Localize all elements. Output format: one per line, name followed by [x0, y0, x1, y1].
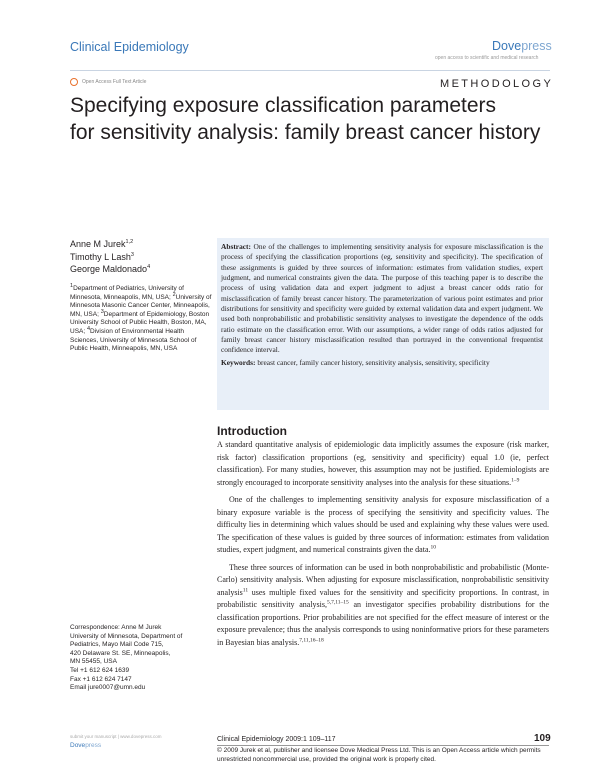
- author-sup: 4: [147, 264, 151, 270]
- paragraph-text: These three sources of information can be used in both nonprobabilistic and probabilistic (Monte-Carlo) sensitivity analysis. When adjusting for exposure misclassification, nonprobabilistic sensitivity analysis: [217, 562, 549, 597]
- correspondence-line: Fax +1 612 624 7147: [70, 675, 132, 683]
- open-access-icon: [70, 78, 78, 86]
- keywords-text: breast cancer, family cancer history, sensitivity analysis, sensitivity, specificity: [255, 357, 490, 367]
- correspondence-line: 420 Delaware St. SE, Minneapolis,: [70, 649, 171, 657]
- abstract-text: [221, 242, 543, 356]
- section-label: METHODOLOGY: [440, 78, 554, 90]
- publisher-dove: Dove: [492, 39, 522, 53]
- header-rule: [70, 70, 550, 71]
- title-line-1: Specifying exposure classification parameters: [70, 94, 497, 117]
- correspondence-line: MN 55455, USA: [70, 658, 117, 666]
- paragraph: [217, 494, 549, 557]
- submit-manuscript-link[interactable]: submit your manuscript | www.dovepress.com: [70, 734, 162, 739]
- author-list: [70, 238, 150, 276]
- author-name: George Maldonado: [70, 264, 148, 274]
- correspondence: [70, 624, 212, 693]
- citation-ref: 10: [430, 544, 436, 551]
- footer-press: press: [85, 742, 102, 749]
- journal-name: Clinical Epidemiology: [70, 40, 189, 54]
- keywords: [221, 358, 543, 368]
- footer-dove: Dove: [70, 742, 86, 749]
- citation-ref: 1–9: [511, 476, 520, 483]
- body-text: [217, 439, 549, 649]
- author: [70, 238, 150, 251]
- affil-sup: 1: [70, 282, 74, 289]
- author-name: Timothy L Lash: [70, 251, 131, 262]
- affil-sup: 3: [100, 308, 104, 315]
- author-name: Anne M Jurek: [70, 239, 126, 249]
- article-title: [70, 92, 570, 146]
- affil-sup: 4: [86, 325, 91, 332]
- author: [70, 251, 150, 264]
- footer-publisher-logo: [70, 742, 101, 749]
- abstract-body: One of the challenges to implementing sensitivity analysis for exposure misclassification is the process of specifying the classification proportions (eg, sensitivity and specificity). The specification of these assignments is guided by three sources of information: estimates from validation studies, expert judgment, and numerical constraints given the data. The purpose of this teaching paper is to describe the process of using validation data and expert judgment to adjust a breast cancer odds ratio for misclassification of family breast cancer history. The parameterization of various point estimates and prior distributions for sensitivity and specificity were guided by external validation data and expert judgment. We used both nonprobabilistic and probabilistic sensitivity analyses to investigate the dependence of the odds ratio estimate on the classification error. With our assumptions, a wider range of odds ratios adjusted for family breast cancer history misclassification resulted than portrayed in the conventional frequentist confidence interval.: [221, 242, 543, 355]
- correspondence-email[interactable]: Email jure0007@umn.edu: [70, 684, 146, 692]
- author-sup: 1,2: [125, 239, 134, 245]
- publisher-press: press: [521, 39, 552, 53]
- correspondence-line: Correspondence: Anne M Jurek: [70, 624, 162, 631]
- open-access-badge: [70, 78, 146, 86]
- affil-text: Division of Environmental Health Sciences, University of Minnesota School of Public Health, Minneapolis, MN, USA: [70, 327, 197, 353]
- affil-text: Department of Epidemiology, Boston University School of Public Health, Boston, MA, USA;: [70, 310, 210, 335]
- author: [70, 263, 150, 276]
- paragraph: [217, 439, 549, 489]
- correspondence-line: Tel +1 612 624 1639: [70, 666, 130, 674]
- section-heading: Introduction: [217, 424, 287, 438]
- citation-ref: 7,11,16–18: [299, 636, 324, 643]
- footer-rule: [217, 745, 549, 746]
- publisher-logo: [492, 39, 552, 53]
- publisher-tagline: open access to scientific and medical research: [435, 55, 539, 61]
- correspondence-line: University of Minnesota, Department of Pediatrics, Mayo Mail Code 715,: [70, 632, 183, 649]
- affil-sup: 2: [172, 291, 176, 298]
- citation-ref: 11: [242, 586, 249, 593]
- abstract-label: Abstract:: [221, 242, 251, 251]
- open-access-label: Open Access Full Text Article: [82, 79, 147, 85]
- citation-line: Clinical Epidemiology 2009:1 109–117: [217, 736, 336, 743]
- affil-text: Department of Pediatrics, University of Minnesota, Minneapolis, MN, USA;: [70, 285, 184, 301]
- affil-text: University of Minnesota Masonic Cancer Center, Minneapolis, MN, USA;: [70, 293, 212, 318]
- paragraph: [217, 562, 549, 650]
- abstract-box: [217, 238, 549, 410]
- author-sup: 3: [130, 251, 134, 258]
- paragraph-text: uses multiple fixed values for the sensitivity and specificity proportions. In contrast, in probabilistic sensitivity analysis,: [217, 587, 549, 609]
- paragraph-text: One of the challenges to implementing sensitivity analysis for exposure misclassification of a binary exposure variable is the process of specifying the sensitivity and specificity values. The difficulty lies in determining which values should be used and explaining why these values were used. The specification of these values is guided by three sources of information: estimates from validation studies, expert judgment, and numerical constraints given the data.: [217, 495, 549, 554]
- page-number: 109: [534, 733, 551, 744]
- copyright-notice: © 2009 Jurek et al, publisher and licensee Dove Medical Press Ltd. This is an Open Access article which permits unrestricted noncommercial use, provided the original work is properly cited.: [217, 747, 541, 763]
- paragraph-text: an investigator specifies probability distributions for the classification proportions. Prior probabilities are not specified for the effect measure of interest or the exposure prevalence; thus the analysis corresponds to using noninformative priors for these parameters in Bayesian bias analysis.: [217, 600, 549, 647]
- citation-ref: 5,7,11–15: [327, 599, 349, 606]
- title-line-2: for sensitivity analysis: family breast cancer history: [70, 121, 541, 144]
- keywords-label: Keywords:: [221, 357, 256, 367]
- affiliations: [70, 282, 212, 354]
- paragraph-text: A standard quantitative analysis of epidemiologic data implicitly assumes the exposure (risk marker, risk factor) classification proportions (eg, sensitivity and specificity) equal 1.0 (ie, perfect classification). For many studies, however, this assumption may not be justified. Epidemiologists are strongly encouraged to incorporate sensitivity analyses into the analysis for these situations.: [217, 440, 549, 487]
